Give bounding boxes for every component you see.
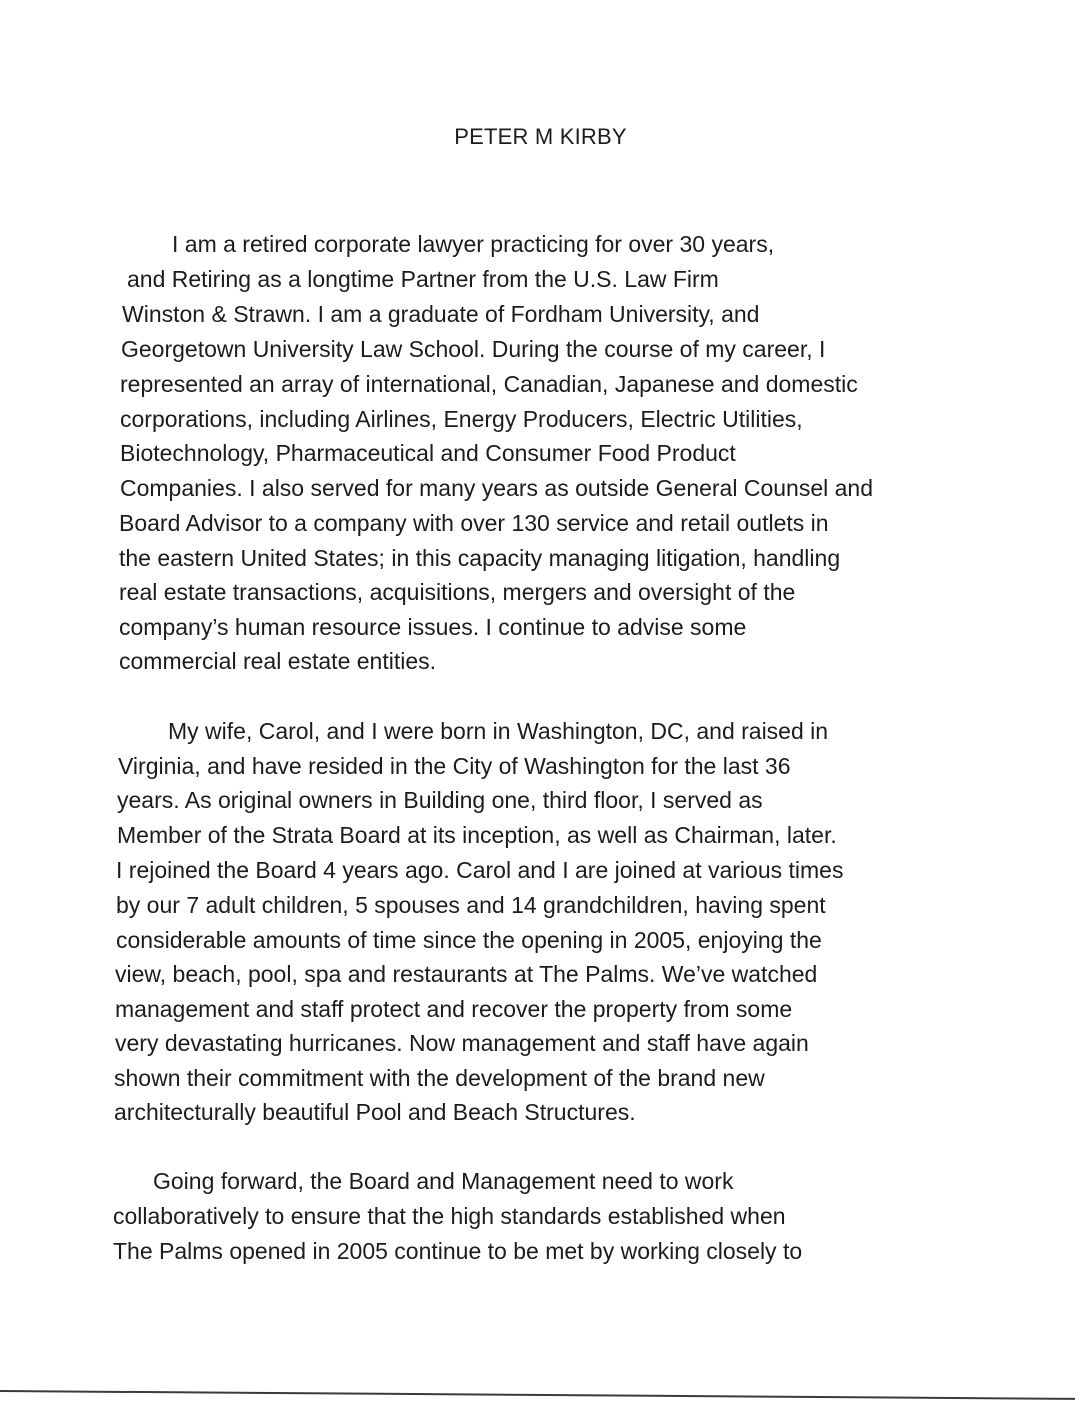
text-line: commercial real estate entities. <box>119 648 437 674</box>
text-line: very devastating hurricanes. Now management and staff have again <box>115 1030 809 1056</box>
text-line: by our 7 adult children, 5 spouses and 14 grandchildren, having spent <box>116 892 826 918</box>
text-line: My wife, Carol, and I were born in Washington, DC, and raised in <box>168 718 829 744</box>
text-line: I am a retired corporate lawyer practicing for over 30 years, <box>172 231 775 257</box>
text-line: architecturally beautiful Pool and Beach Structures. <box>114 1099 636 1125</box>
text-line: Biotechnology, Pharmaceutical and Consumer Food Product <box>120 440 736 466</box>
text-line: Board Advisor to a company with over 130 service and retail outlets in <box>119 510 829 536</box>
text-line: company’s human resource issues. I continue to advise some <box>119 614 747 640</box>
text-line: Member of the Strata Board at its inception, as well as Chairman, later. <box>117 822 837 848</box>
text-line: the eastern United States; in this capacity managing litigation, handling <box>119 545 841 571</box>
text-line: real estate transactions, acquisitions, mergers and oversight of the <box>119 579 796 605</box>
text-line: Companies. I also served for many years as outside General Counsel and <box>120 475 874 501</box>
text-line: management and staff protect and recover the property from some <box>115 996 793 1022</box>
text-line: corporations, including Airlines, Energy Producers, Electric Utilities, <box>120 406 803 432</box>
text-line: I rejoined the Board 4 years ago. Carol and I are joined at various times <box>116 857 844 883</box>
text-line: Virginia, and have resided in the City of Washington for the last 36 <box>118 753 791 779</box>
text-line: shown their commitment with the development of the brand new <box>114 1065 765 1091</box>
text-line: considerable amounts of time since the opening in 2005, enjoying the <box>116 927 822 953</box>
text-line: represented an array of international, Canadian, Japanese and domestic <box>120 371 858 397</box>
text-line: collaboratively to ensure that the high standards established when <box>113 1203 786 1229</box>
text-line: years. As original owners in Building one, third floor, I served as <box>117 787 763 813</box>
text-line: and Retiring as a longtime Partner from the U.S. Law Firm <box>127 266 719 292</box>
text-line: view, beach, pool, spa and restaurants at The Palms. We’ve watched <box>115 961 818 987</box>
footer-rule <box>0 1390 1075 1400</box>
text-line: The Palms opened in 2005 continue to be met by working closely to <box>113 1238 803 1264</box>
text-line: Winston & Strawn. I am a graduate of Fordham University, and <box>122 301 760 327</box>
document-title: PETER M KIRBY <box>454 124 627 149</box>
text-line: Georgetown University Law School. During the course of my career, I <box>121 336 826 362</box>
text-line: Going forward, the Board and Management need to work <box>153 1168 734 1194</box>
